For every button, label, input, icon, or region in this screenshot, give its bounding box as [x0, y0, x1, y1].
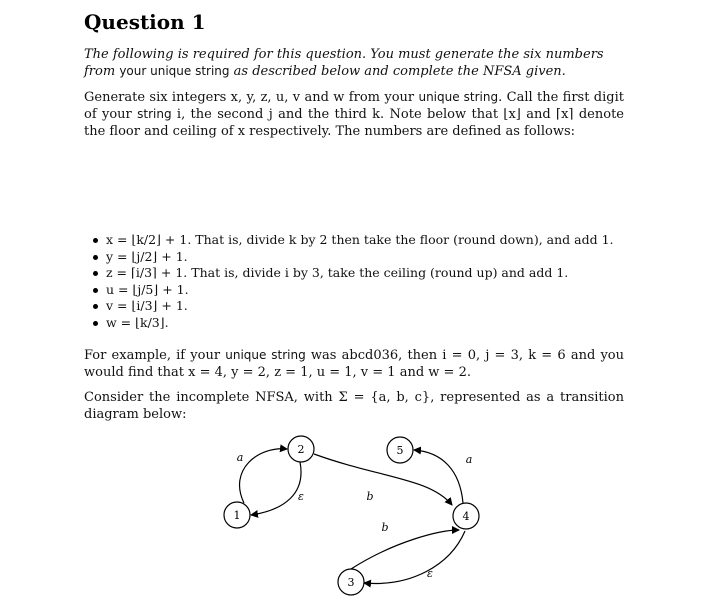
instructions-paragraph: [84, 89, 624, 140]
intro-part1: The following is required for this question. You must generate the six numbers from: [84, 47, 604, 79]
label-a-1-2: a: [236, 451, 244, 464]
para1-part2: . Call the first digit of your: [84, 90, 624, 122]
nfsa-diagram: [200, 425, 520, 605]
state-node-5: [387, 437, 413, 463]
label-eps-4-3: ε: [427, 567, 433, 580]
state-label-2: 2: [297, 443, 305, 456]
label-eps-2-1: ε: [298, 490, 304, 503]
question-title: Question 1: [84, 10, 206, 34]
example-paragraph: [84, 347, 624, 381]
para1-part1: Generate six integers x, y, z, u, v and w from your: [84, 90, 419, 105]
definition-item: x = ⌊k/2⌋ + 1. That is, divide k by 2 then take the floor (round down), and add 1.: [90, 232, 614, 249]
edge-2-to-4: [314, 454, 452, 505]
label-b-3-4: b: [381, 521, 389, 534]
definitions-list: [90, 232, 614, 332]
definition-item: y = ⌊j/2⌋ + 1.: [90, 249, 614, 266]
nfsa-paragraph: Consider the incomplete NFSA, with Σ = {a, b, c}, represented as a transition diagram below:: [84, 390, 624, 422]
para2-part2: was abcd036, then i = 0, j = 3, k = 6 and you would find that x = 4, y = 2, z = 1, u = 1, v = 1 and w = 2.: [84, 348, 624, 380]
edge-1-to-2: [240, 449, 287, 503]
state-label-5: 5: [396, 444, 404, 457]
state-node-3: [338, 569, 364, 595]
intro-part2: as described below and complete the NFSA given.: [229, 64, 566, 79]
definition-item: v = ⌊i/3⌋ + 1.: [90, 298, 614, 315]
definition-item: z = ⌈i/3⌉ + 1. That is, divide i by 3, take the ceiling (round up) and add 1.: [90, 265, 614, 282]
state-node-2: [288, 436, 314, 462]
para1-strong2: string: [137, 107, 172, 121]
state-label-1: 1: [233, 509, 241, 522]
para1-part3: i, the second j and the third k. Note below that ⌊x⌋ and ⌈x⌉ denote the floor and ceiling of x respectively. The numbers are defined as follows:: [84, 107, 624, 139]
edge-3-to-4: [351, 530, 459, 569]
state-node-4: [453, 503, 479, 529]
state-node-1: [224, 502, 250, 528]
state-label-3: 3: [347, 576, 355, 589]
state-label-4: 4: [462, 510, 470, 523]
para1-strong1: unique string: [418, 90, 499, 104]
para2-strong: unique string: [225, 348, 306, 362]
intro-strong: your unique string: [119, 64, 230, 78]
label-a-4-5: a: [465, 453, 473, 466]
edge-4-to-5: [414, 450, 463, 503]
intro-text: [84, 46, 624, 80]
label-b-2-4: b: [366, 490, 374, 503]
para2-part1: For example, if your: [84, 348, 226, 363]
definition-item: u = ⌊j/5⌋ + 1.: [90, 282, 614, 299]
edge-2-to-1: [251, 462, 301, 515]
definition-item: w = ⌊k/3⌋.: [90, 315, 614, 332]
